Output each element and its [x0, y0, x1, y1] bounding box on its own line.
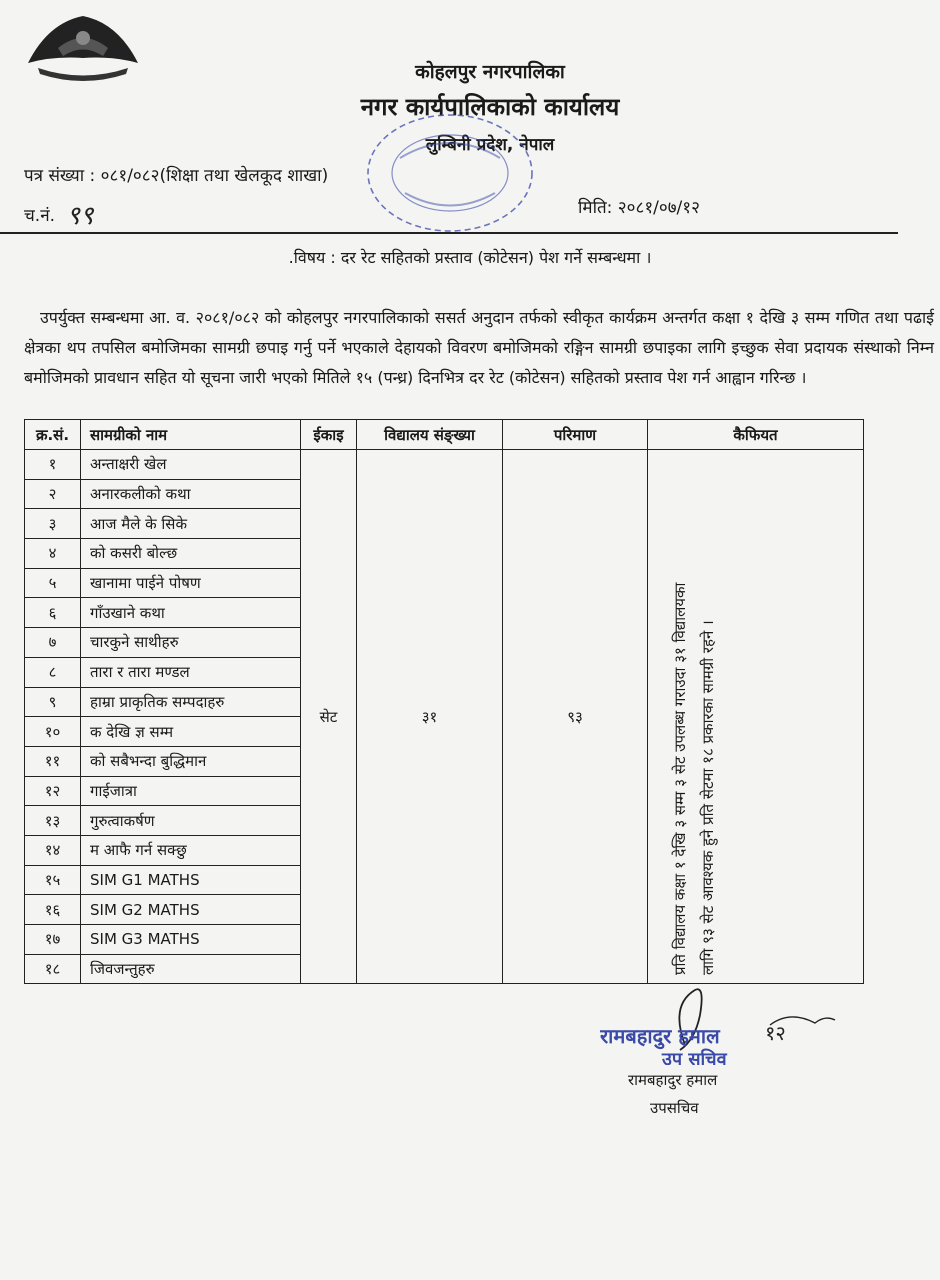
signed-date-text: १२	[765, 1021, 786, 1045]
remarks-cell	[648, 450, 864, 984]
dispatch-number	[24, 193, 94, 229]
header-divider	[0, 232, 898, 234]
row-item-name: अन्ताक्षरी खेल	[81, 450, 301, 480]
row-sn: ९	[25, 687, 81, 717]
row-sn: १४	[25, 835, 81, 865]
remarks-line-1: प्रति विद्यालय कक्षा १ देखि ३ सम्म ३ सेट उपलब्ध गराउदा ३१ विद्यालयका	[671, 582, 689, 976]
col-header-sn: क्र.सं.	[25, 420, 81, 450]
province-name: लुम्बिनी प्रदेश, नेपाल	[425, 135, 555, 155]
col-header-remarks: कैफियत	[648, 420, 864, 450]
signature-stamp	[600, 985, 840, 1065]
stamp-title-text: उप सचिव	[662, 1049, 727, 1065]
row-item-name: हाम्रा प्राकृतिक सम्पदाहरु	[81, 687, 301, 717]
remarks-line-2: लागि ९३ सेट आवश्यक हुने प्रति सेटमा १८ प्रकारका सामग्री रहने ।	[699, 620, 717, 976]
col-header-schools: विद्यालय संङ्ख्या	[357, 420, 503, 450]
row-sn: १७	[25, 925, 81, 955]
row-item-name: आज मैले के सिके	[81, 509, 301, 539]
table-header-row	[25, 420, 864, 450]
row-sn: ५	[25, 568, 81, 598]
letter-subject: .विषय : दर रेट सहितको प्रस्ताव (कोटेसन) पेश गर्ने सम्बन्धमा ।	[288, 248, 652, 267]
row-item-name: चारकुने साथीहरु	[81, 628, 301, 658]
dispatch-number-value: ९९	[66, 201, 94, 231]
col-header-unit: ईकाइ	[301, 420, 357, 450]
row-item-name: को सबैभन्दा बुद्धिमान	[81, 746, 301, 776]
row-sn: १५	[25, 865, 81, 895]
row-item-name: गुरुत्वाकर्षण	[81, 806, 301, 836]
office-stamp	[360, 108, 540, 238]
row-item-name: को कसरी बोल्छ	[81, 539, 301, 569]
table-row	[25, 450, 864, 480]
stamp-name-text: रामबहादुर हमाल	[600, 1024, 720, 1048]
row-sn: ११	[25, 746, 81, 776]
row-sn: ३	[25, 509, 81, 539]
row-item-name: गाँउखाने कथा	[81, 598, 301, 628]
row-sn: १६	[25, 895, 81, 925]
office-name: नगर कार्यपालिकाको कार्यालय	[360, 93, 620, 121]
row-sn: ७	[25, 628, 81, 658]
row-item-name: जिवजन्तुहरु	[81, 954, 301, 984]
row-item-name: SIM G2 MATHS	[81, 895, 301, 925]
materials-table	[24, 419, 864, 984]
dispatch-label: च.नं.	[24, 206, 56, 226]
schools-cell: ३१	[357, 450, 503, 984]
municipality-name: कोहलपुर नगरपालिका	[415, 61, 565, 83]
letter-body	[24, 303, 934, 393]
remarks-text	[666, 455, 722, 975]
row-sn: १२	[25, 776, 81, 806]
row-item-name: गाईजात्रा	[81, 776, 301, 806]
row-item-name: क देखि ज्ञ सम्म	[81, 717, 301, 747]
quantity-cell: ९३	[503, 450, 648, 984]
row-sn: १८	[25, 954, 81, 984]
row-sn: १३	[25, 806, 81, 836]
row-sn: ४	[25, 539, 81, 569]
row-item-name: तारा र तारा मण्डल	[81, 657, 301, 687]
row-sn: ८	[25, 657, 81, 687]
col-header-name: सामग्रीको नाम	[81, 420, 301, 450]
col-header-quantity: परिमाण	[503, 420, 648, 450]
signatory-title: उपसचिव	[650, 1099, 699, 1117]
row-item-name: खानामा पाईने पोषण	[81, 568, 301, 598]
row-item-name: SIM G1 MATHS	[81, 865, 301, 895]
row-item-name: अनारकलीको कथा	[81, 479, 301, 509]
row-sn: २	[25, 479, 81, 509]
body-paragraph: उपर्युक्त सम्बन्धमा आ. व. २०८१/०८२ को कोहलपुर नगरपालिकाको ससर्त अनुदान तर्फको स्वीकृत कार्यक्रम अन्तर्गत कक्षा १ देखि ३ सम्म गणित तथा पढाई क्षेत्रका थप तपसिल बमोजिमका सामग्री छपाइ गर्नु पर्ने भएकाले देहायको विवरण बमोजिमको रङ्गिन सामग्री छपाइका लागि इच्छुक सेवा प्रदायक संस्थाको निम्न बमोजिमको प्रावधान सहित यो सूचना जारी भएको मितिले १५ (पन्ध्र) दिनभित्र दर रेट (कोटेसन) सहितको प्रस्ताव पेश गर्न आह्वान गरिन्छ ।	[24, 308, 934, 387]
signatory-name: रामबहादुर हमाल	[628, 1071, 718, 1089]
row-sn: १	[25, 450, 81, 480]
letter-reference-number: पत्र संख्या : ०८१/०८२(शिक्षा तथा खेलकूद शाखा)	[24, 166, 329, 186]
row-item-name: SIM G3 MATHS	[81, 925, 301, 955]
row-sn: १०	[25, 717, 81, 747]
letter-date: मिति: २०८१/०७/१२	[578, 198, 700, 218]
row-item-name: म आफै गर्न सक्छु	[81, 835, 301, 865]
row-sn: ६	[25, 598, 81, 628]
unit-cell: सेट	[301, 450, 357, 984]
